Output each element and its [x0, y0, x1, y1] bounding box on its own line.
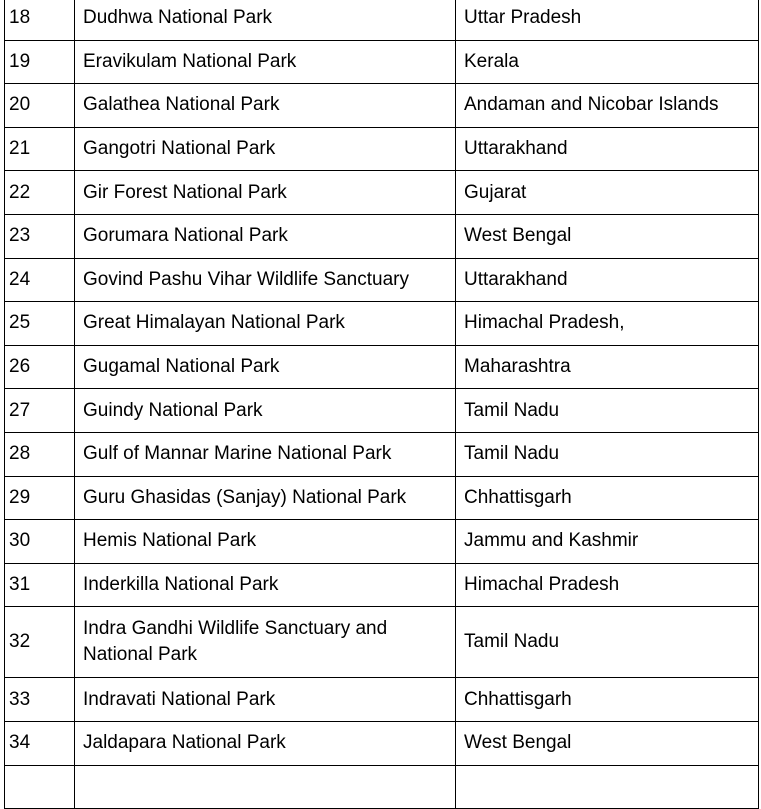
- table-row-partial: [5, 765, 759, 809]
- table-row: [5, 389, 759, 433]
- state-cell: Maharashtra: [456, 345, 759, 389]
- row-number-cell: [5, 765, 75, 809]
- table-row: [5, 721, 759, 765]
- table-row: [5, 127, 759, 171]
- park-name-cell: Inderkilla National Park: [75, 563, 456, 607]
- row-number-cell: 18: [5, 0, 75, 40]
- park-name-cell: Guindy National Park: [75, 389, 456, 433]
- table-row: [5, 678, 759, 722]
- row-number-cell: 29: [5, 476, 75, 520]
- state-cell: Chhattisgarh: [456, 678, 759, 722]
- national-parks-table-wrapper: [4, 0, 758, 809]
- park-name-cell: Gugamal National Park: [75, 345, 456, 389]
- table-row: [5, 476, 759, 520]
- park-name-cell: Indra Gandhi Wildlife Sanctuary and National Park: [75, 607, 456, 678]
- state-cell: Tamil Nadu: [456, 389, 759, 433]
- row-number-cell: 33: [5, 678, 75, 722]
- park-name-cell: Great Himalayan National Park: [75, 302, 456, 346]
- row-number-cell: 26: [5, 345, 75, 389]
- row-number-cell: 24: [5, 258, 75, 302]
- table-row: [5, 607, 759, 678]
- state-cell: [456, 765, 759, 809]
- park-name-cell: Gorumara National Park: [75, 214, 456, 258]
- park-name-cell: Gir Forest National Park: [75, 171, 456, 215]
- park-name-cell: Hemis National Park: [75, 520, 456, 564]
- row-number-cell: 25: [5, 302, 75, 346]
- table-row: [5, 258, 759, 302]
- state-cell: Himachal Pradesh,: [456, 302, 759, 346]
- table-row: [5, 171, 759, 215]
- park-name-cell: [75, 765, 456, 809]
- table-row: [5, 520, 759, 564]
- state-cell: Tamil Nadu: [456, 607, 759, 678]
- park-name-cell: Galathea National Park: [75, 84, 456, 128]
- table-row: [5, 40, 759, 84]
- table-row: [5, 345, 759, 389]
- row-number-cell: 19: [5, 40, 75, 84]
- row-number-cell: 30: [5, 520, 75, 564]
- state-cell: Jammu and Kashmir: [456, 520, 759, 564]
- national-parks-table: [4, 0, 759, 809]
- row-number-cell: 28: [5, 432, 75, 476]
- row-number-cell: 32: [5, 607, 75, 678]
- park-name-cell: Gangotri National Park: [75, 127, 456, 171]
- table-row: [5, 0, 759, 40]
- row-number-cell: 31: [5, 563, 75, 607]
- state-cell: Uttarakhand: [456, 258, 759, 302]
- park-name-cell: Gulf of Mannar Marine National Park: [75, 432, 456, 476]
- park-name-cell: Indravati National Park: [75, 678, 456, 722]
- row-number-cell: 20: [5, 84, 75, 128]
- park-name-cell: Jaldapara National Park: [75, 721, 456, 765]
- state-cell: Uttarakhand: [456, 127, 759, 171]
- park-name-cell: Eravikulam National Park: [75, 40, 456, 84]
- row-number-cell: 22: [5, 171, 75, 215]
- row-number-cell: 34: [5, 721, 75, 765]
- table-row: [5, 214, 759, 258]
- table-row: [5, 84, 759, 128]
- state-cell: Gujarat: [456, 171, 759, 215]
- state-cell: Chhattisgarh: [456, 476, 759, 520]
- row-number-cell: 21: [5, 127, 75, 171]
- row-number-cell: 27: [5, 389, 75, 433]
- state-cell: Tamil Nadu: [456, 432, 759, 476]
- table-row: [5, 432, 759, 476]
- park-name-cell: Dudhwa National Park: [75, 0, 456, 40]
- table-body: [5, 0, 759, 809]
- state-cell: Uttar Pradesh: [456, 0, 759, 40]
- park-name-cell: Guru Ghasidas (Sanjay) National Park: [75, 476, 456, 520]
- table-row: [5, 302, 759, 346]
- table-row: [5, 563, 759, 607]
- state-cell: Andaman and Nicobar Islands: [456, 84, 759, 128]
- park-name-cell: Govind Pashu Vihar Wildlife Sanctuary: [75, 258, 456, 302]
- state-cell: Himachal Pradesh: [456, 563, 759, 607]
- row-number-cell: 23: [5, 214, 75, 258]
- state-cell: West Bengal: [456, 214, 759, 258]
- state-cell: West Bengal: [456, 721, 759, 765]
- state-cell: Kerala: [456, 40, 759, 84]
